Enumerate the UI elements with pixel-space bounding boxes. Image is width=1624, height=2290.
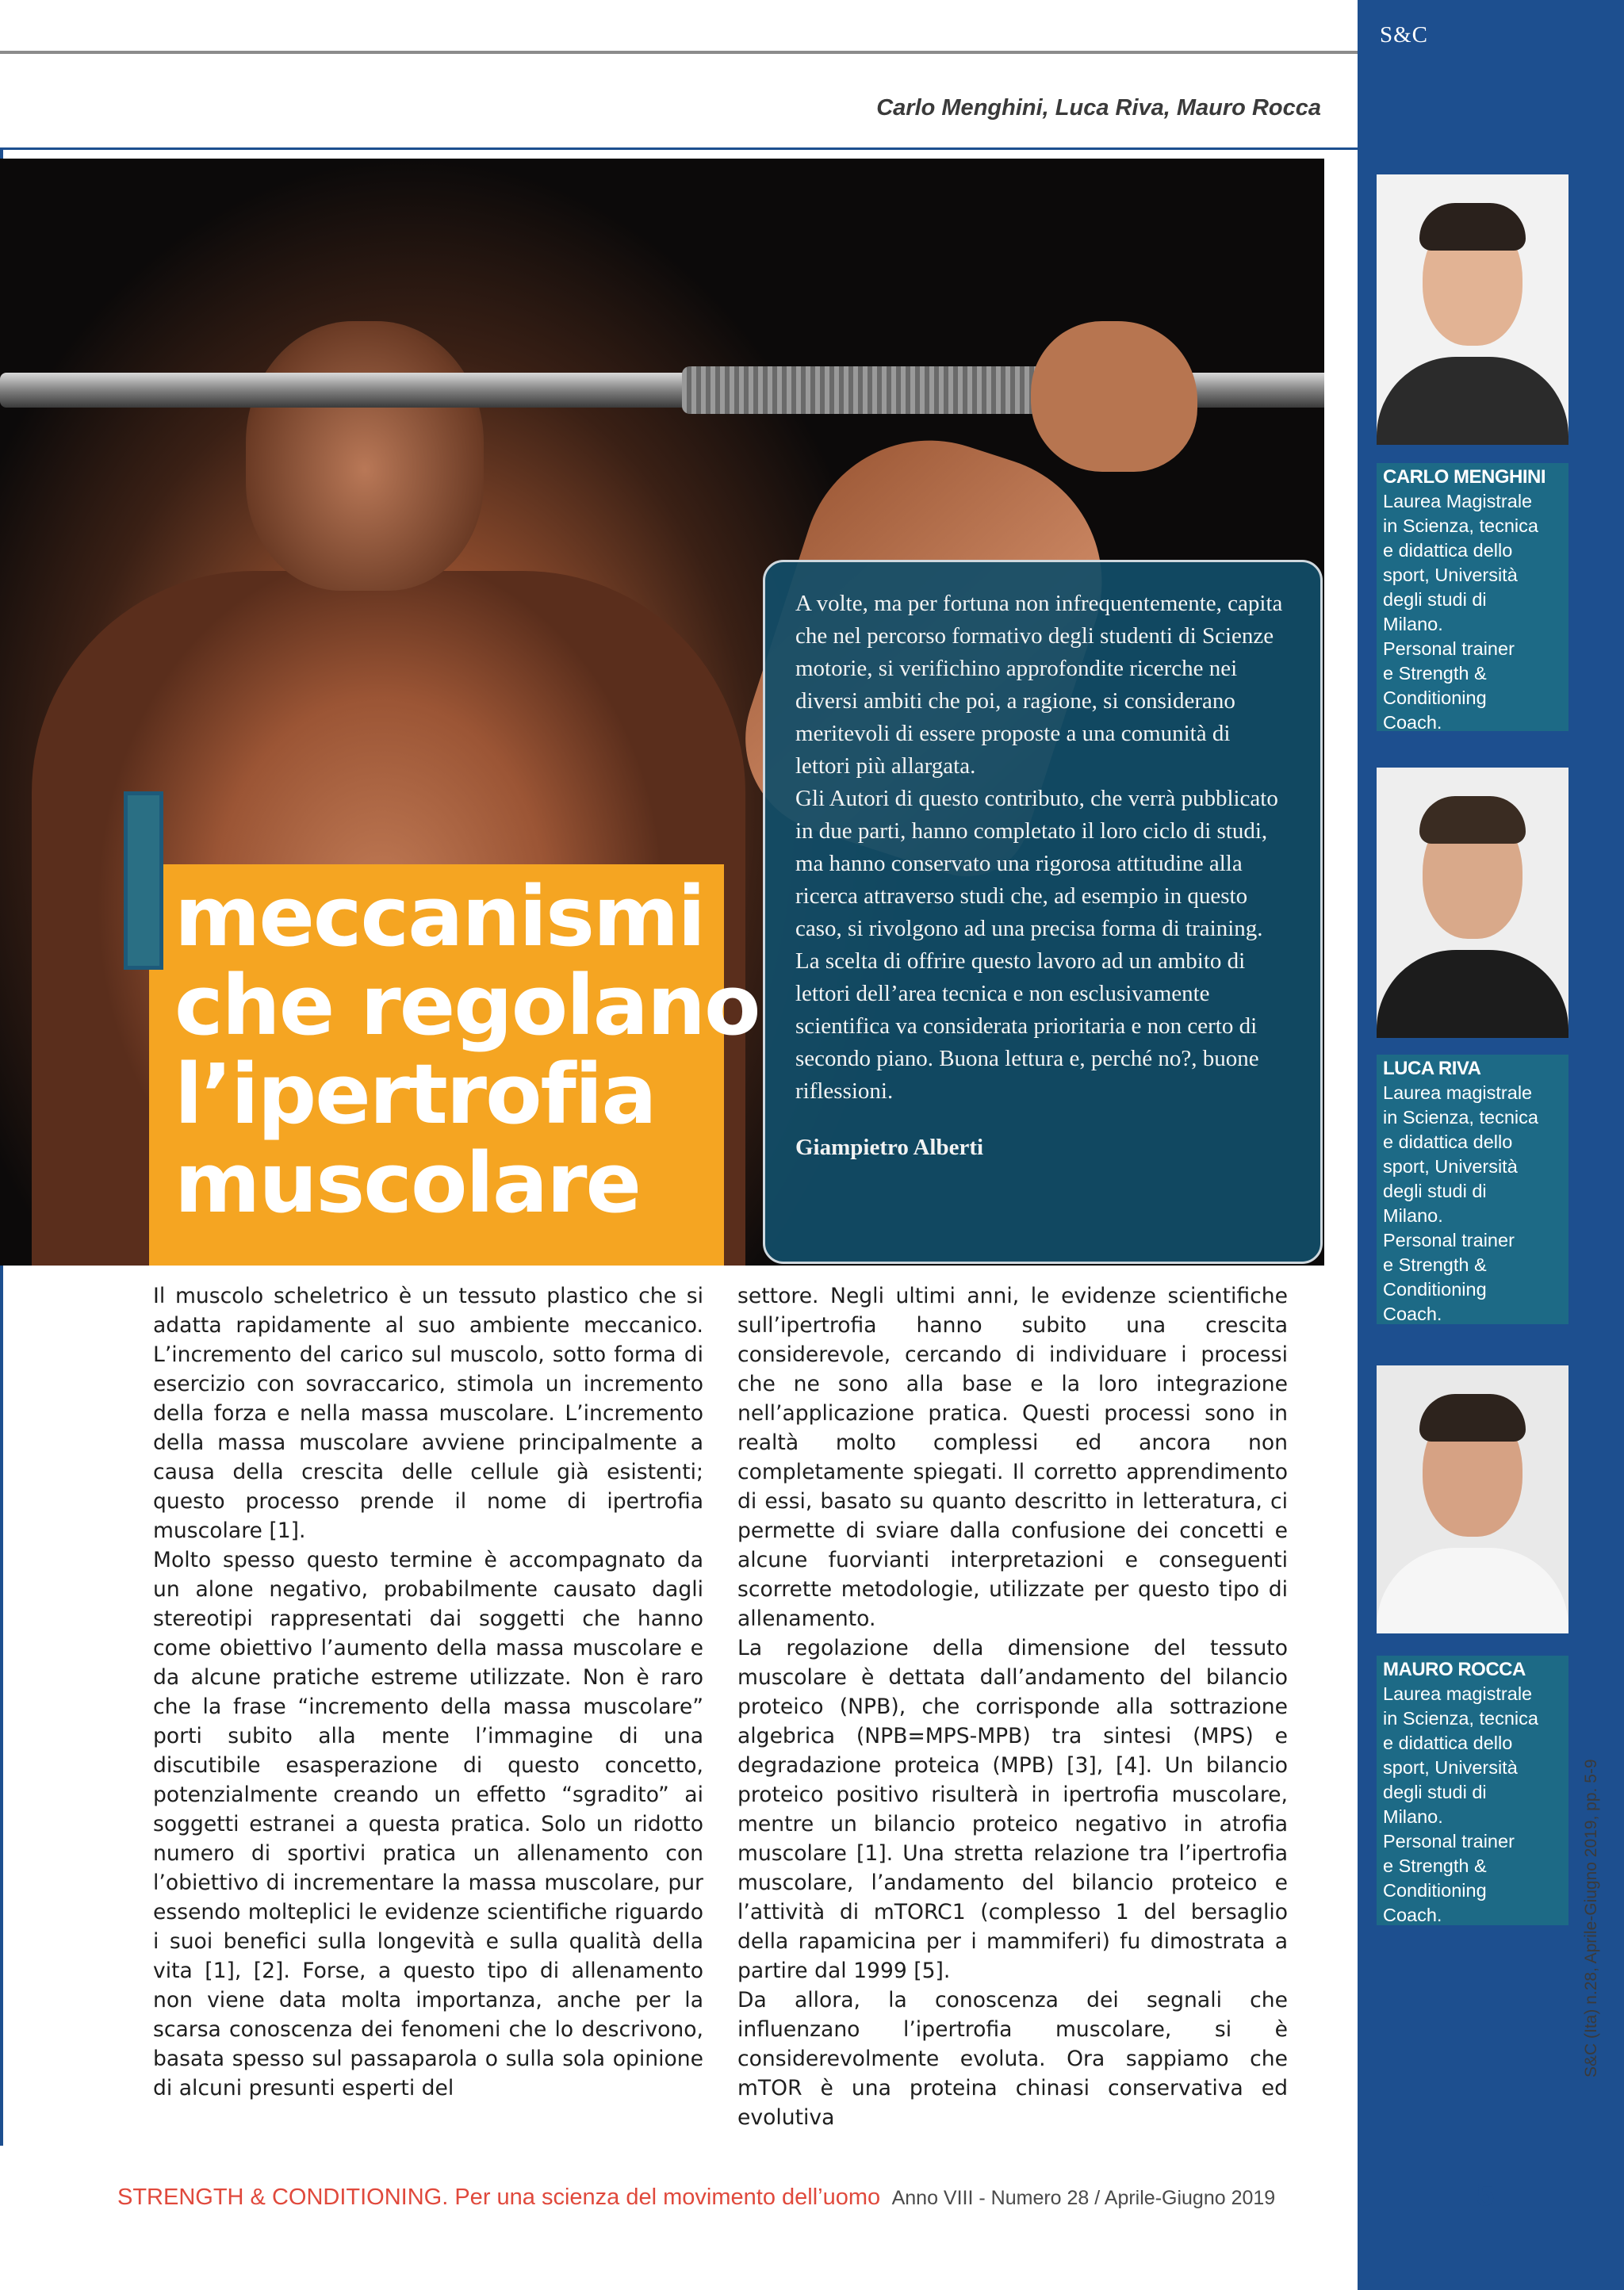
authors-line: Carlo Menghini, Luca Riva, Mauro Rocca bbox=[876, 95, 1321, 121]
bio-line: Conditioning bbox=[1383, 1279, 1487, 1300]
body-paragraph: La regolazione della dimensione del tessuto muscolare è dettata dall’andamento del bilancio proteico (NPB), che corrisponde alla sottrazione algebrica (NPB=MPS-MPB) tra sintesi (MPS) e degradazione proteica (MPB) [3], [4]. Un bilancio proteico positivo risulterà in ipertrofia muscolare, mentre un bilancio proteico negativo in atrofia muscolare [1]. Una stretta relazione tra l’ipertrofia muscolare, l’andamento del bilancio proteico e l’attività di mTORC1 (complesso 1 del bersaglio della rapamicina per i mammiferi) fu dimostrata a partire dal 1999 [5]. bbox=[737, 1636, 1288, 1983]
page-footer bbox=[117, 2185, 1275, 2211]
body-paragraph: Molto spesso questo termine è accompagnato da un alone negativo, probabilmente causato dagli stereotipi rappresentati dai soggetti che hanno come obiettivo l’aumento della massa muscolare e da alcune pratiche estreme utilizzate. Non è raro che la frase “incremento della massa muscolare” porti subito alla mente l’immagine di una discutibile esasperazione di questo concetto, potenzialmente creando un effetto “sgradito” ai soggetti estranei a questa pratica. Solo un ridotto numero di sportivi pratica un allenamento con l’obiettivo di incrementare la massa muscolare, pur essendo molteplici le evidenze scientifiche riguardo i suoi benefici sulla longevità e sulla qualità della vita [1], [2]. Forse, a questo tipo di allenamento non viene data molta importanza, anche per la scarsa conoscenza dei fenomeni che lo descrivono, basata spesso sul passaparola o sulla sola opinione di alcuni presunti esperti del bbox=[153, 1548, 703, 2100]
title-line: che regolano bbox=[174, 957, 760, 1054]
bio-line: Conditioning bbox=[1383, 1880, 1487, 1901]
bio-line: in Scienza, tecnica bbox=[1383, 515, 1538, 536]
author-photo-luca-riva bbox=[1377, 768, 1568, 1038]
header-rule bbox=[0, 147, 1358, 150]
bio-line: e Strength & bbox=[1383, 1855, 1487, 1876]
intro-signature: Giampietro Alberti bbox=[795, 1135, 984, 1160]
body-column-2 bbox=[737, 1281, 1288, 2132]
bio-line: sport, Università bbox=[1383, 565, 1518, 585]
author-bio-mauro-rocca bbox=[1377, 1656, 1568, 1925]
intro-paragraph: La scelta di offrire questo lavoro ad un ambito di lettori dell’area tecnica e non esclusivamente scientifica va considerata prioritaria e non certo di secondo piano. Buona lettura e, perché no?, buone riflessioni. bbox=[795, 948, 1259, 1104]
bio-line: Conditioning bbox=[1383, 687, 1487, 708]
bio-line: Laurea Magistrale bbox=[1383, 491, 1533, 511]
bio-line: sport, Università bbox=[1383, 1757, 1518, 1778]
side-citation: S&C (Ita) n.28, Aprile-Giugno 2019, pp. 5-9 bbox=[1582, 1759, 1600, 2077]
bio-line: Coach. bbox=[1383, 1304, 1442, 1324]
bio-line: e Strength & bbox=[1383, 1254, 1487, 1275]
issue-info: Anno VIII - Numero 28 / Aprile-Giugno 2019 bbox=[891, 2187, 1276, 2209]
bio-line: in Scienza, tecnica bbox=[1383, 1107, 1538, 1128]
bio-line: e didattica dello bbox=[1383, 1733, 1513, 1753]
bio-line: Personal trainer bbox=[1383, 638, 1515, 659]
intro-box bbox=[763, 560, 1323, 1264]
bio-line: degli studi di bbox=[1383, 589, 1487, 610]
author-photo-carlo-menghini bbox=[1377, 174, 1568, 445]
title-line: meccanismi bbox=[174, 868, 704, 965]
body-paragraph: settore. Negli ultimi anni, le evidenze scientifiche sull’ipertrofia hanno subito una crescita considerevole, cercando di individuare i processi che ne sono alla base e la loro integrazione nell’applicazione pratica. Questi processi sono in realtà molto complessi ed ancora non completamente spiegati. Il corretto apprendimento di essi, basato su quanto descritto in letteratura, ci permette di sviare dalla confusione dei concetti e alcune fuorvianti interpretazioni e conseguenti scorrette metodologie, utilizzate per questo tipo di allenamento. bbox=[737, 1284, 1288, 1631]
bio-line: Milano. bbox=[1383, 1205, 1443, 1226]
page-number: 5 bbox=[1477, 2177, 1495, 2212]
bio-line: Milano. bbox=[1383, 1806, 1443, 1827]
bio-line: Coach. bbox=[1383, 712, 1442, 733]
bio-line: in Scienza, tecnica bbox=[1383, 1708, 1538, 1729]
barbell-grip bbox=[682, 366, 1047, 414]
intro-paragraph: A volte, ma per fortuna non infrequentemente, capita che nel percorso formativo degli studenti di Scienze motorie, si verifichino approfondite ricerche nei diversi ambiti che poi, a ragione, si considerano meritevoli di essere proposte a una comunità di lettori più allargata. bbox=[795, 591, 1283, 779]
article-title bbox=[174, 868, 760, 1231]
bio-line: Laurea magistrale bbox=[1383, 1082, 1533, 1103]
bio-line: e didattica dello bbox=[1383, 1132, 1513, 1152]
author-photo-mauro-rocca bbox=[1377, 1365, 1568, 1633]
journal-name: STRENGTH & CONDITIONING. Per una scienza del movimento dell’uomo bbox=[117, 2185, 881, 2210]
title-initial-bar bbox=[124, 791, 163, 970]
bio-line: Personal trainer bbox=[1383, 1230, 1515, 1250]
author-bio-luca-riva bbox=[1377, 1055, 1568, 1324]
intro-paragraph: Gli Autori di questo contributo, che verrà pubblicato in due parti, hanno completato il loro ciclo di studi, ma hanno conservato una rigorosa attitudine alla ricerca attraverso studi che, ad esempio in questo caso, si rivolgono ad una precisa forma di training. bbox=[795, 786, 1278, 941]
bio-line: Milano. bbox=[1383, 614, 1443, 634]
bio-line: e Strength & bbox=[1383, 663, 1487, 684]
bio-line: degli studi di bbox=[1383, 1181, 1487, 1201]
hero-head bbox=[246, 321, 484, 591]
bio-line: Coach. bbox=[1383, 1905, 1442, 1925]
bio-line: e didattica dello bbox=[1383, 540, 1513, 561]
author-name: CARLO MENGHINI bbox=[1383, 466, 1545, 488]
bio-line: Laurea magistrale bbox=[1383, 1683, 1533, 1704]
title-line: l’ipertrofia bbox=[174, 1046, 656, 1143]
magazine-tag: S&C bbox=[1380, 22, 1429, 48]
author-bio-carlo-menghini bbox=[1377, 463, 1568, 731]
title-line: muscolare bbox=[174, 1135, 641, 1231]
author-name: LUCA RIVA bbox=[1383, 1058, 1481, 1079]
bio-line: sport, Università bbox=[1383, 1156, 1518, 1177]
body-paragraph: Da allora, la conoscenza dei segnali che influenzano l’ipertrofia muscolare, si è considerevolmente evoluta. Ora sappiamo che mTOR è una proteina chinasi conservativa ed evolutiva bbox=[737, 1988, 1288, 2130]
bio-line: Personal trainer bbox=[1383, 1831, 1515, 1852]
body-column-1 bbox=[153, 1281, 703, 2103]
author-name: MAURO ROCCA bbox=[1383, 1659, 1526, 1680]
body-paragraph: Il muscolo scheletrico è un tessuto plastico che si adatta rapidamente al suo ambiente meccanico. L’incremento del carico sul muscolo, sotto forma di esercizio con sovraccarico, stimola un incremento della forza e nella massa muscolare. L’incremento della massa muscolare avviene principalmente a causa della crescita delle cellule già esistenti; questo processo prende il nome di ipertrofia muscolare [1]. bbox=[153, 1284, 703, 1543]
top-rule bbox=[0, 51, 1358, 54]
hero-fist bbox=[1031, 321, 1197, 472]
bio-line: degli studi di bbox=[1383, 1782, 1487, 1802]
